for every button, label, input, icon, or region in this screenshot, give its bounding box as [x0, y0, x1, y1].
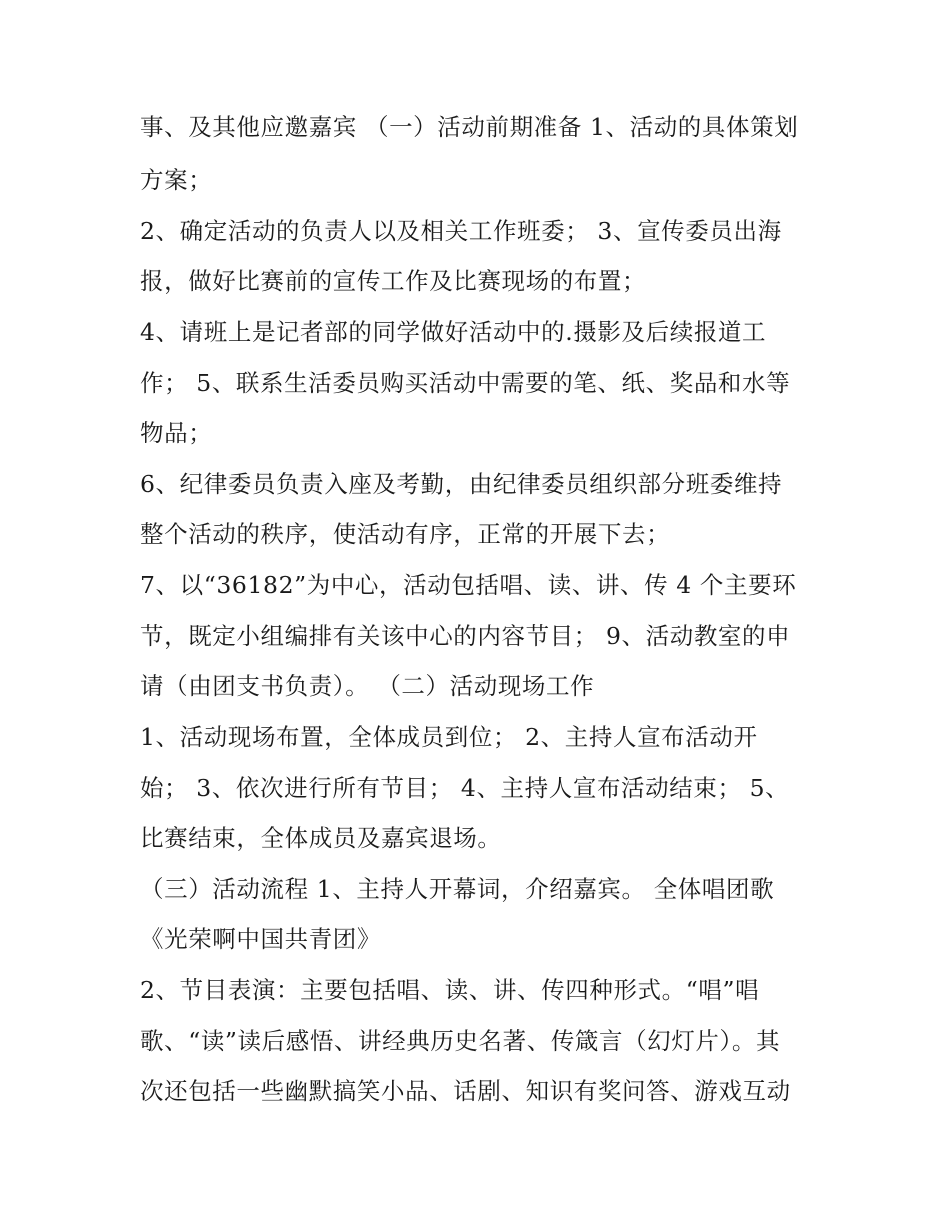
text-line: 请（由团支书负责）。 （二）活动现场工作: [140, 672, 595, 700]
text-line: 6、纪律委员负责入座及考勤，由纪律委员组织部分班委维持: [140, 470, 783, 498]
text-line: （三）活动流程 1、主持人开幕词，介绍嘉宾。 全体唱团歌: [140, 875, 775, 903]
text-line: 作； 5、联系生活委员购买活动中需要的笔、纸、奖品和水等: [140, 369, 791, 397]
text-line: 节，既定小组编排有关该中心的内容节目； 9、活动教室的申: [140, 622, 791, 650]
text-line: 次还包括一些幽默搞笑小品、话剧、知识有奖问答、游戏互动: [140, 1077, 791, 1105]
text-line: 始； 3、依次进行所有节目； 4、主持人宣布活动结束； 5、: [140, 774, 790, 802]
text-line: 歌、“读”读后感悟、讲经典历史名著、传箴言（幻灯片）。其: [140, 1027, 781, 1055]
text-line: 比赛结束，全体成员及嘉宾退场。: [140, 824, 502, 852]
text-line: 事、及其他应邀嘉宾 （一）活动前期准备 1、活动的具体策划: [140, 113, 799, 141]
text-line: 报，做好比赛前的宣传工作及比赛现场的布置；: [140, 267, 647, 295]
text-line: 整个活动的秩序，使活动有序，正常的开展下去；: [140, 520, 671, 548]
text-line: 4、请班上是记者部的同学做好活动中的.摄影及后续报道工: [140, 318, 767, 346]
text-line: 2、确定活动的负责人以及相关工作班委； 3、宣传委员出海: [140, 217, 782, 245]
text-line: 方案；: [140, 166, 213, 194]
text-line: 1、活动现场布置，全体成员到位； 2、主持人宣布活动开: [140, 723, 758, 751]
text-line: 物品；: [140, 419, 213, 447]
text-line: 7、以“36182”为中心，活动包括唱、读、讲、传 4 个主要环: [140, 571, 797, 599]
text-line: 《光荣啊中国共青团》: [140, 925, 381, 953]
text-line: 2、节目表演：主要包括唱、读、讲、传四种形式。“唱”唱: [140, 976, 760, 1004]
